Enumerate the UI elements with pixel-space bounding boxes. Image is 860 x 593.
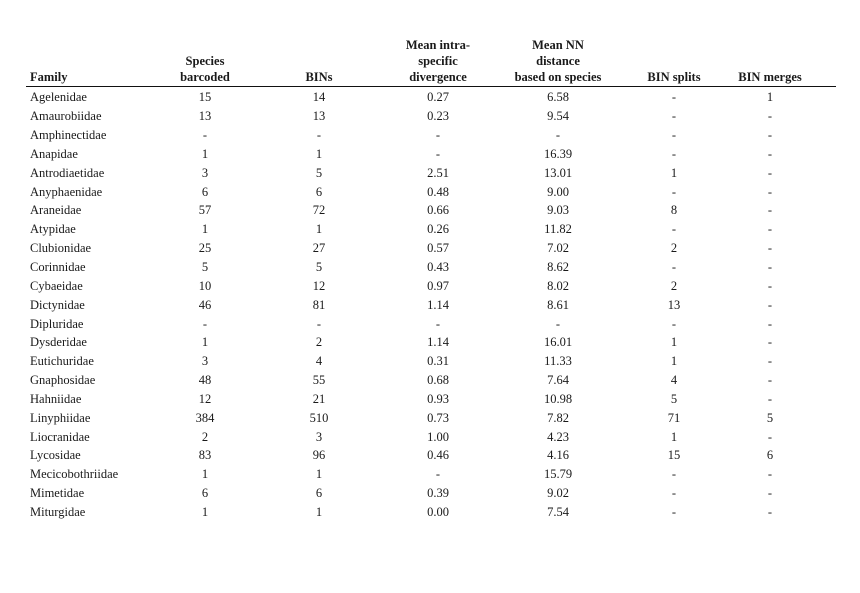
cell-species: 6 — [201, 486, 209, 501]
cell-merges: - — [767, 278, 773, 293]
cell-merges: - — [767, 429, 773, 444]
cell-bins: 6 — [315, 486, 323, 501]
cell-bins: 510 — [309, 410, 329, 425]
cell-species: 384 — [195, 410, 215, 425]
cell-intra: - — [435, 128, 441, 143]
cell-splits: - — [671, 146, 677, 161]
cell-nn: 8.02 — [547, 278, 569, 293]
cell-bins: 5 — [315, 165, 323, 180]
cell-species: 2 — [201, 429, 209, 444]
table-row — [26, 163, 836, 182]
cell-bins: 55 — [312, 373, 326, 388]
cell-species: - — [202, 128, 208, 143]
cell-intra: 0.39 — [427, 486, 449, 501]
cell-bins: 1 — [315, 146, 323, 161]
cell-intra: 0.00 — [427, 504, 449, 519]
cell-merges: - — [767, 109, 773, 124]
cell-merges: - — [767, 184, 773, 199]
table-row — [26, 201, 836, 220]
cell-species: 25 — [198, 241, 212, 256]
cell-nn: - — [555, 316, 561, 331]
column-header-nn: Mean NN distance based on species — [472, 37, 644, 87]
table-body — [26, 87, 836, 522]
table-row — [26, 220, 836, 239]
table-row — [26, 503, 836, 522]
cell-family: Liocranidae — [30, 429, 90, 444]
cell-nn: 16.01 — [543, 335, 573, 350]
cell-bins: 3 — [315, 429, 323, 444]
cell-species: 3 — [201, 165, 209, 180]
cell-merges: - — [767, 467, 773, 482]
cell-species: 83 — [198, 448, 212, 463]
cell-intra: 1.14 — [427, 297, 449, 312]
cell-family: Atypidae — [30, 222, 76, 237]
table-row — [26, 446, 836, 465]
cell-merges: - — [767, 241, 773, 256]
cell-merges: - — [767, 486, 773, 501]
cell-splits: - — [671, 467, 677, 482]
cell-merges: - — [767, 165, 773, 180]
cell-nn: 9.00 — [547, 184, 569, 199]
cell-nn: 10.98 — [543, 391, 573, 406]
cell-splits: 8 — [670, 203, 678, 218]
cell-merges: - — [767, 354, 773, 369]
table-row — [26, 427, 836, 446]
cell-family: Araneidae — [30, 203, 82, 218]
cell-merges: - — [767, 128, 773, 143]
table-row — [26, 484, 836, 503]
cell-family: Hahniidae — [30, 391, 82, 406]
cell-splits: 1 — [670, 354, 678, 369]
table-row — [26, 126, 836, 145]
cell-species: 48 — [198, 373, 212, 388]
cell-family: Mimetidae — [30, 486, 85, 501]
cell-family: Dipluridae — [30, 316, 84, 331]
cell-bins: 27 — [312, 241, 326, 256]
cell-splits: 1 — [670, 429, 678, 444]
cell-bins: 21 — [312, 391, 326, 406]
cell-nn: 13.01 — [543, 165, 573, 180]
cell-intra: 0.97 — [427, 278, 449, 293]
cell-bins: 81 — [312, 297, 326, 312]
cell-nn: 16.39 — [543, 146, 573, 161]
table-row — [26, 295, 836, 314]
cell-family: Cybaeidae — [30, 278, 83, 293]
cell-intra: 0.27 — [427, 90, 449, 105]
cell-splits: 2 — [670, 241, 678, 256]
cell-bins: 14 — [312, 90, 326, 105]
spider-family-barcode-table — [26, 37, 836, 521]
cell-nn: 7.82 — [547, 410, 569, 425]
cell-intra: - — [435, 146, 441, 161]
cell-species: 57 — [198, 203, 212, 218]
column-header-bins: BINs — [234, 37, 404, 87]
header-row — [26, 37, 836, 87]
column-header-splits: BIN splits — [644, 37, 704, 87]
cell-intra: 0.43 — [427, 260, 449, 275]
column-header-family: Family — [26, 37, 176, 87]
table-row — [26, 314, 836, 333]
cell-bins: 2 — [315, 335, 323, 350]
cell-nn: 11.33 — [544, 354, 572, 369]
cell-splits: 1 — [670, 335, 678, 350]
cell-nn: 15.79 — [543, 467, 573, 482]
cell-nn: 9.54 — [547, 109, 569, 124]
cell-family: Dysderidae — [30, 335, 87, 350]
cell-splits: - — [671, 128, 677, 143]
cell-nn: 7.54 — [547, 504, 569, 519]
table-row — [26, 145, 836, 164]
cell-family: Miturgidae — [30, 504, 86, 519]
table-row — [26, 239, 836, 258]
cell-family: Gnaphosidae — [30, 373, 96, 388]
cell-species: 3 — [201, 354, 209, 369]
table-header — [26, 37, 836, 87]
cell-merges: - — [767, 391, 773, 406]
column-header-species: Species barcoded — [176, 37, 234, 87]
cell-bins: 13 — [312, 109, 326, 124]
cell-splits: 1 — [670, 165, 678, 180]
cell-nn: 7.64 — [547, 373, 569, 388]
cell-family: Lycosidae — [30, 448, 81, 463]
cell-merges: - — [767, 373, 773, 388]
cell-splits: - — [671, 260, 677, 275]
cell-bins: 4 — [315, 354, 323, 369]
cell-splits: - — [671, 109, 677, 124]
cell-merges: - — [767, 203, 773, 218]
cell-intra: 0.46 — [427, 448, 449, 463]
cell-splits: - — [671, 184, 677, 199]
cell-splits: 15 — [667, 448, 681, 463]
cell-nn: 4.16 — [547, 448, 569, 463]
cell-bins: 1 — [315, 222, 323, 237]
cell-splits: - — [671, 316, 677, 331]
cell-nn: 6.58 — [547, 90, 569, 105]
table-row — [26, 87, 836, 107]
cell-bins: 1 — [315, 504, 323, 519]
cell-bins: - — [316, 316, 322, 331]
cell-splits: - — [671, 486, 677, 501]
cell-family: Corinnidae — [30, 260, 86, 275]
cell-species: 1 — [201, 504, 209, 519]
table-row — [26, 333, 836, 352]
table-row — [26, 371, 836, 390]
cell-intra: 0.68 — [427, 373, 449, 388]
cell-splits: - — [671, 504, 677, 519]
cell-family: Clubionidae — [30, 241, 92, 256]
cell-nn: 11.82 — [544, 222, 572, 237]
cell-species: 1 — [201, 467, 209, 482]
cell-family: Anapidae — [30, 146, 78, 161]
cell-intra: 0.73 — [427, 410, 449, 425]
cell-nn: 7.02 — [547, 241, 569, 256]
table-row — [26, 390, 836, 409]
cell-bins: 5 — [315, 260, 323, 275]
table-row — [26, 182, 836, 201]
cell-family: Antrodiaetidae — [30, 165, 105, 180]
cell-intra: 0.23 — [427, 109, 449, 124]
cell-species: 1 — [201, 335, 209, 350]
cell-intra: 0.57 — [427, 241, 449, 256]
cell-merges: - — [767, 504, 773, 519]
cell-merges: - — [767, 260, 773, 275]
cell-splits: 5 — [670, 391, 678, 406]
table-row — [26, 408, 836, 427]
cell-species: 12 — [198, 391, 212, 406]
cell-species: 1 — [201, 222, 209, 237]
cell-intra: 0.66 — [427, 203, 449, 218]
table-row — [26, 258, 836, 277]
cell-nn: 9.03 — [547, 203, 569, 218]
cell-merges: - — [767, 146, 773, 161]
table-row — [26, 352, 836, 371]
cell-nn: 9.02 — [547, 486, 569, 501]
cell-family: Dictynidae — [30, 297, 85, 312]
cell-intra: - — [435, 467, 441, 482]
cell-merges: 6 — [766, 448, 774, 463]
cell-family: Amphinectidae — [30, 128, 107, 143]
cell-family: Agelenidae — [30, 90, 87, 105]
cell-species: 46 — [198, 297, 212, 312]
cell-intra: - — [435, 316, 441, 331]
cell-splits: 4 — [670, 373, 678, 388]
cell-intra: 2.51 — [427, 165, 449, 180]
cell-merges: - — [767, 222, 773, 237]
cell-splits: - — [671, 90, 677, 105]
cell-intra: 0.31 — [427, 354, 449, 369]
cell-intra: 0.26 — [427, 222, 449, 237]
cell-species: 10 — [198, 278, 212, 293]
cell-species: 15 — [198, 90, 212, 105]
table-row — [26, 276, 836, 295]
cell-intra: 1.00 — [427, 429, 449, 444]
column-header-merges: BIN merges — [704, 37, 836, 87]
column-header-intra: Mean intra- specific divergence — [404, 37, 472, 87]
cell-family: Linyphiidae — [30, 410, 91, 425]
cell-nn: - — [555, 128, 561, 143]
cell-intra: 0.48 — [427, 184, 449, 199]
cell-bins: 12 — [312, 278, 326, 293]
cell-family: Eutichuridae — [30, 354, 94, 369]
cell-bins: 72 — [312, 203, 326, 218]
cell-splits: - — [671, 222, 677, 237]
cell-nn: 8.61 — [547, 297, 569, 312]
cell-species: - — [202, 316, 208, 331]
cell-splits: 2 — [670, 278, 678, 293]
cell-bins: 6 — [315, 184, 323, 199]
cell-bins: 1 — [315, 467, 323, 482]
cell-family: Amaurobiidae — [30, 109, 102, 124]
cell-merges: - — [767, 335, 773, 350]
cell-family: Anyphaenidae — [30, 184, 103, 199]
cell-splits: 71 — [667, 410, 681, 425]
cell-merges: - — [767, 297, 773, 312]
cell-bins: 96 — [312, 448, 326, 463]
cell-merges: - — [767, 316, 773, 331]
cell-nn: 4.23 — [547, 429, 569, 444]
cell-nn: 8.62 — [547, 260, 569, 275]
table-row — [26, 107, 836, 126]
cell-merges: 5 — [766, 410, 774, 425]
cell-species: 1 — [201, 146, 209, 161]
cell-intra: 1.14 — [427, 335, 449, 350]
cell-species: 5 — [201, 260, 209, 275]
cell-intra: 0.93 — [427, 391, 449, 406]
cell-species: 6 — [201, 184, 209, 199]
cell-bins: - — [316, 128, 322, 143]
cell-merges: 1 — [766, 90, 774, 105]
cell-splits: 13 — [667, 297, 681, 312]
table-row — [26, 465, 836, 484]
cell-family: Mecicobothriidae — [30, 467, 119, 482]
cell-species: 13 — [198, 109, 212, 124]
